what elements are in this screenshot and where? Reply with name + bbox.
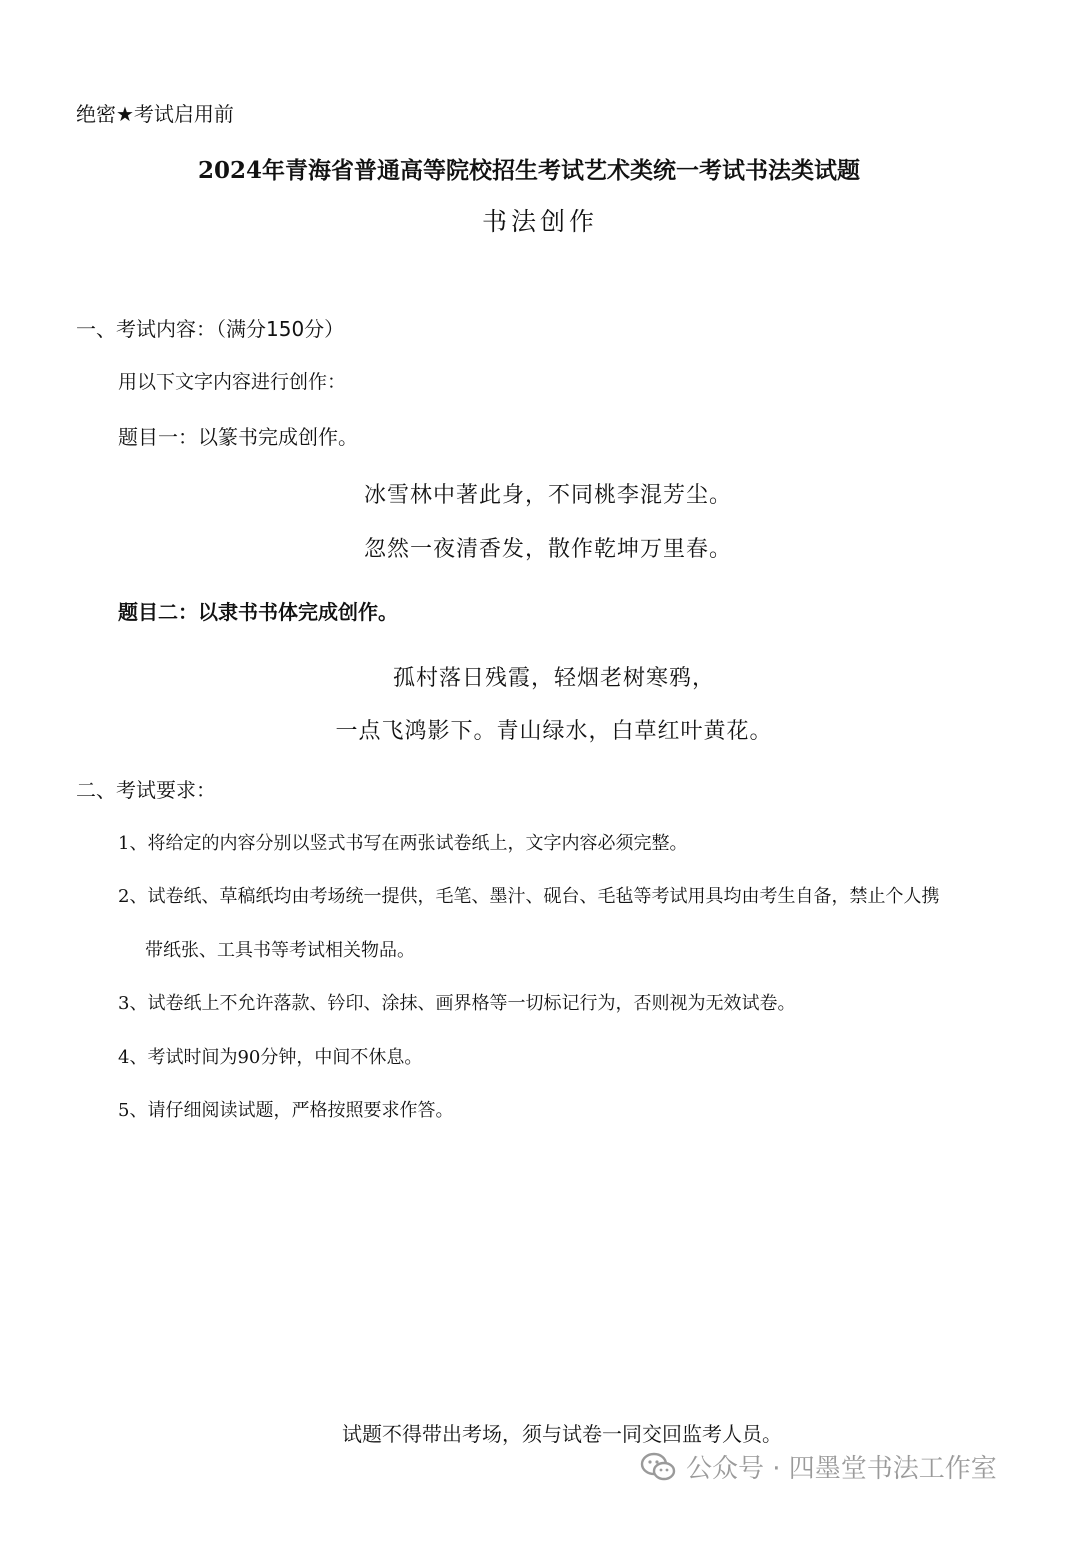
question1-line: 忽然一夜清香发，散作乾坤万里春。 [363,537,732,562]
exam-title: 2024年青海省普通高等院校招生考试艺术类统一考试书法类试题 [197,157,860,184]
requirement-item: 3、试卷纸上不允许落款、钤印、涂抹、画界格等一切标记行为，否则视为无效试卷。 [118,993,796,1014]
requirement-item: 5、请仔细阅读试题，严格按照要求作答。 [118,1100,454,1121]
requirement-item: 2、试卷纸、草稿纸均由考场统一提供，毛笔、墨汁、砚台、毛毡等考试用具均由考生自备，禁止个人携 [118,886,940,907]
requirement-item: 1、将给定的内容分别以竖式书写在两张试卷纸上，文字内容必须完整。 [118,833,688,854]
wechat-icon [640,1451,676,1483]
question1-line: 冰雪林中著此身，不同桃李混芳尘。 [363,483,732,508]
question1-label: 题目一：以篆书完成创作。 [118,425,358,449]
question2-label: 题目二：以隶书书体完成创作。 [118,600,398,624]
section1-heading: 一、考试内容：（满分150分） [76,317,345,341]
watermark [640,1448,997,1485]
requirement-item: 4、考试时间为90分钟，中间不休息。 [118,1047,423,1068]
secret-mark: 绝密★考试启用前 [76,102,234,126]
footer-notice: 试题不得带出考场，须与试卷一同交回监考人员。 [342,1422,782,1446]
section2-heading: 二、考试要求： [76,778,216,802]
requirement-item-continued: 带纸张、工具书等考试相关物品。 [145,940,415,961]
exam-subtitle: 书法创作 [481,207,598,236]
section1-intro: 用以下文字内容进行创作： [118,371,347,393]
question2-line: 一点飞鸿影下。青山绿水，白草红叶黄花。 [335,719,773,744]
watermark-text: 公众号 · 四墨堂书法工作室 [686,1454,997,1484]
question2-line: 孤村落日残霞，轻烟老树寒鸦， [392,666,715,691]
